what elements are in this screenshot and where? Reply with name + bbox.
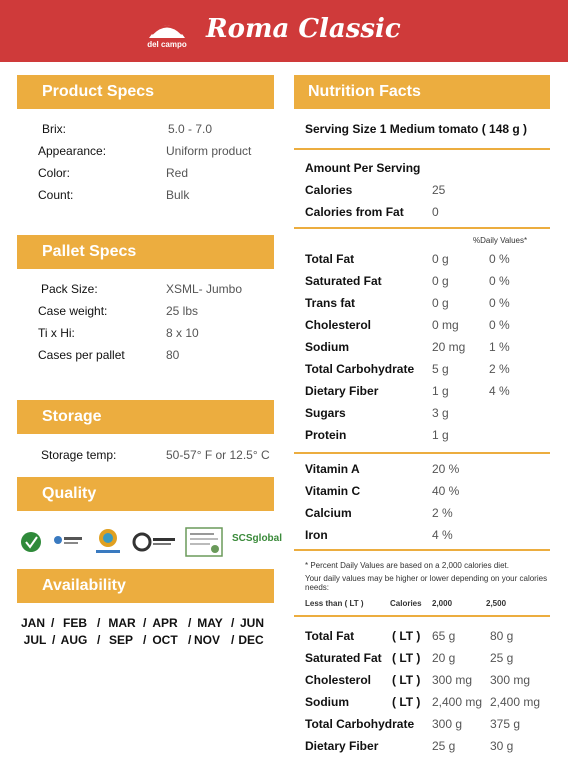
table-row-label: Total Fat <box>305 629 355 643</box>
nutrient-dv: 4 % <box>489 384 510 398</box>
nutrient-label: Sugars <box>305 406 346 420</box>
table-row-2000: 25 g <box>432 739 456 753</box>
nutrient-label: Saturated Fat <box>305 274 382 288</box>
month-jul: JUL <box>23 633 47 647</box>
nutrient-label: Sodium <box>305 340 349 354</box>
vitamin-value: 4 % <box>432 528 453 542</box>
vitamin-label: Vitamin C <box>305 484 361 498</box>
rainforest-alliance-icon <box>20 526 42 558</box>
table-row-2500: 30 g <box>490 739 514 753</box>
month-nov: NOV <box>193 633 220 647</box>
eleven-rivers-icon <box>93 526 123 558</box>
pallet-value: XSML- Jumbo <box>166 282 243 296</box>
calories-value: 25 <box>432 183 446 197</box>
nutrient-label: Dietary Fiber <box>305 384 379 398</box>
amount-per-serving: Amount Per Serving <box>305 161 421 175</box>
table-row-label: Dietary Fiber <box>305 739 379 753</box>
footnote: Your daily values may be higher or lower depending on your calories needs: <box>305 574 548 592</box>
spec-value: Bulk <box>166 188 190 202</box>
separator: / <box>231 616 235 630</box>
quality-header: Quality <box>17 477 274 511</box>
scs-global-icon: SCSglobal <box>232 533 283 544</box>
month-mar: MAR <box>108 616 136 630</box>
divider <box>294 227 550 229</box>
nutrient-dv: 1 % <box>489 340 510 354</box>
nutrient-amount: 5 g <box>432 362 449 376</box>
calories-label: Calories <box>305 183 353 197</box>
nutrient-amount: 20 mg <box>432 340 466 354</box>
nutrient-amount: 1 g <box>432 428 449 442</box>
nutrient-amount: 0 g <box>432 274 449 288</box>
nutrient-label: Trans fat <box>305 296 356 310</box>
table-row-2500: 25 g <box>490 651 514 665</box>
nutrition-header: Nutrition Facts <box>294 75 550 109</box>
nutrient-amount: 0 g <box>432 252 449 266</box>
table-row-2500: 2,400 mg <box>490 695 541 709</box>
table-head-lt: Less than ( LT ) <box>305 599 364 608</box>
separator: / <box>97 616 101 630</box>
serving-size: Serving Size 1 Medium tomato ( 148 g ) <box>305 122 528 136</box>
vitamin-value: 2 % <box>432 506 453 520</box>
separator: / <box>188 616 192 630</box>
separator: / <box>143 616 147 630</box>
month-jan: JAN <box>20 616 45 630</box>
vitamin-label: Iron <box>305 528 328 542</box>
logo-text: del campo <box>147 40 187 49</box>
table-row-lt: ( LT ) <box>392 673 421 687</box>
nutrient-label: Protein <box>305 428 347 442</box>
separator: / <box>52 633 56 647</box>
pallet-value: 80 <box>166 348 180 362</box>
month-aug: AUG <box>60 633 88 647</box>
storage-header: Storage <box>17 400 274 434</box>
nutrient-amount: 0 g <box>432 296 449 310</box>
separator: / <box>188 633 192 647</box>
nutrient-label: Total Carbohydrate <box>305 362 415 376</box>
separator: / <box>51 616 55 630</box>
pallet-label: Cases per pallet <box>38 348 125 362</box>
table-head-2500: 2,500 <box>486 599 507 608</box>
pallet-specs-header: Pallet Specs <box>17 235 274 269</box>
table-row-2000: 2,400 mg <box>432 695 483 709</box>
table-row-lt: ( LT ) <box>392 651 421 665</box>
socially-responsible-icon <box>132 526 178 558</box>
nutrient-dv: 0 % <box>489 274 510 288</box>
nutrient-dv: 0 % <box>489 252 510 266</box>
table-row-label: Total Carbohydrate <box>305 717 415 731</box>
nutrient-dv: 0 % <box>489 318 510 332</box>
separator: / <box>97 633 101 647</box>
month-apr: APR <box>152 616 178 630</box>
divider <box>294 549 550 551</box>
table-head-2000: 2,000 <box>432 599 453 608</box>
month-feb: FEB <box>63 616 87 630</box>
vitamin-label: Calcium <box>305 506 352 520</box>
storage-label: Storage temp: <box>41 448 117 462</box>
table-row-2500: 80 g <box>490 629 514 643</box>
calories-fat-label: Calories from Fat <box>305 205 404 219</box>
pallet-label: Ti x Hi: <box>38 326 75 340</box>
divider <box>294 615 550 617</box>
divider <box>294 148 550 150</box>
table-row-2000: 20 g <box>432 651 456 665</box>
page-title: Roma Classic <box>206 14 401 44</box>
primuslabs-icon <box>50 526 84 558</box>
product-specs-header: Product Specs <box>17 75 274 109</box>
pallet-label: Case weight: <box>38 304 108 318</box>
nutrient-label: Cholesterol <box>305 318 372 332</box>
month-dec: DEC <box>238 633 264 647</box>
availability-header: Availability <box>17 569 274 603</box>
nutrient-dv: 0 % <box>489 296 510 310</box>
nutrient-amount: 3 g <box>432 406 449 420</box>
table-row-2500: 300 mg <box>490 673 531 687</box>
vitamin-label: Vitamin A <box>305 462 360 476</box>
nutrient-amount: 1 g <box>432 384 449 398</box>
month-oct: OCT <box>152 633 178 647</box>
nutrient-dv: 2 % <box>489 362 510 376</box>
spec-label: Appearance: <box>38 144 107 158</box>
table-head-calories: Calories <box>390 599 422 608</box>
spec-value: Uniform product <box>166 144 252 158</box>
certificate-icon <box>184 526 224 558</box>
table-row-2500: 375 g <box>490 717 521 731</box>
pallet-value: 25 lbs <box>166 304 199 318</box>
separator: / <box>143 633 147 647</box>
divider <box>294 452 550 454</box>
daily-values-header: %Daily Values* <box>473 236 528 245</box>
spec-label: Count: <box>38 188 74 202</box>
storage-value: 50-57° F or 12.5° C <box>166 448 270 462</box>
month-may: MAY <box>197 616 223 630</box>
separator: / <box>231 633 235 647</box>
spec-value: 5.0 - 7.0 <box>168 122 213 136</box>
table-row-2000: 300 mg <box>432 673 473 687</box>
spec-label: Brix: <box>42 122 66 136</box>
nutrient-label: Total Fat <box>305 252 355 266</box>
pallet-label: Pack Size: <box>41 282 98 296</box>
spec-label: Color: <box>38 166 71 180</box>
table-row-label: Saturated Fat <box>305 651 382 665</box>
vitamin-value: 20 % <box>432 462 460 476</box>
month-sep: SEP <box>108 633 133 647</box>
footnote: * Percent Daily Values are based on a 2,000 calories diet. <box>305 561 509 570</box>
table-row-lt: ( LT ) <box>392 695 421 709</box>
calories-fat-value: 0 <box>432 205 439 219</box>
month-jun: JUN <box>239 616 264 630</box>
table-row-lt: ( LT ) <box>392 629 421 643</box>
table-row-2000: 300 g <box>432 717 463 731</box>
vitamin-value: 40 % <box>432 484 460 498</box>
table-row-label: Cholesterol <box>305 673 372 687</box>
pallet-value: 8 x 10 <box>166 326 199 340</box>
table-row-label: Sodium <box>305 695 349 709</box>
nutrient-amount: 0 mg <box>432 318 459 332</box>
table-row-2000: 65 g <box>432 629 456 643</box>
spec-value: Red <box>166 166 189 180</box>
